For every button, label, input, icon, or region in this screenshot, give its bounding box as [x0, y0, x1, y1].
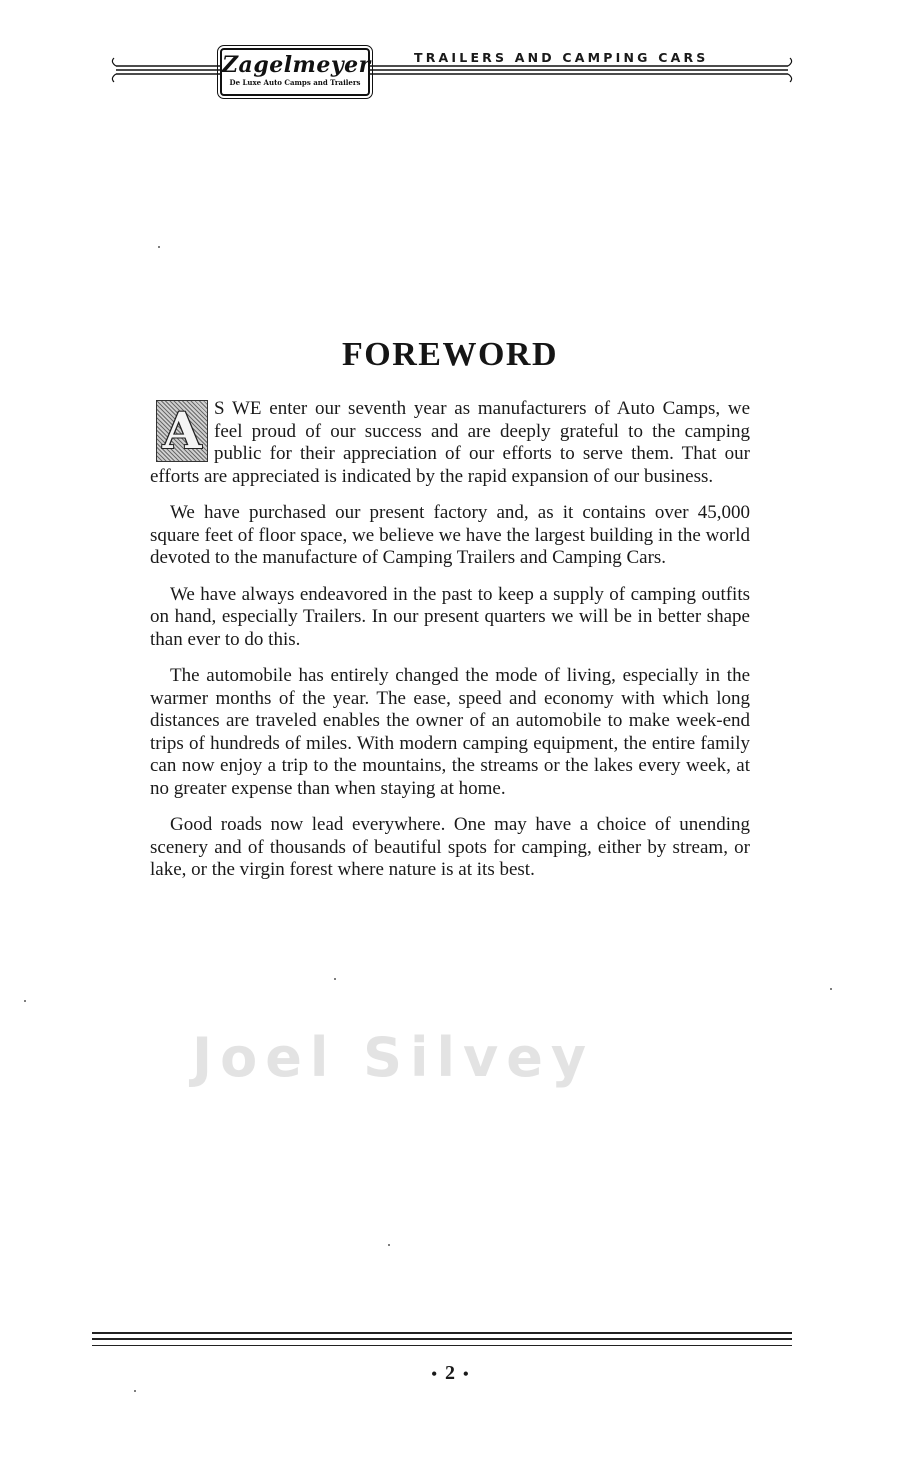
- scan-speck: [334, 978, 336, 980]
- scan-speck: [134, 1390, 136, 1392]
- page-number-dot-right: •: [463, 1366, 469, 1383]
- paragraph-3: We have always endeavored in the past to keep a supply of camping outfits on hand, especially Trailers. In our present quarters we will be in better shape than ever to do this.: [150, 583, 750, 650]
- page-number-value: 2: [445, 1362, 455, 1384]
- ornamental-drop-cap: [156, 400, 208, 462]
- brand-logo-script: Zagelmeyer: [222, 52, 371, 78]
- footer-rule-middle: [92, 1338, 792, 1340]
- scan-speck: [158, 246, 160, 248]
- foreword-body: [150, 398, 750, 896]
- paragraph-1: [150, 398, 750, 488]
- brand-logo: [220, 48, 370, 96]
- watermark-text: Joel Silvey: [192, 1026, 595, 1089]
- footer-rule-top: [92, 1332, 792, 1334]
- page-number: [0, 1362, 900, 1385]
- page-title: FOREWORD: [342, 336, 558, 373]
- paragraph-4: The automobile has entirely changed the mode of living, especially in the warmer months of the year. The ease, speed and economy with which long distances are traveled enables the owner of an automobile to make week-end trips of hundreds of miles. With modern camping equipment, the entire family can now enjoy a trip to the mountains, the streams or the lakes every week, at no greater expense than when staying at home.: [150, 665, 750, 799]
- page-header: [108, 40, 798, 100]
- paragraph-1-text: S WE enter our seventh year as manufacturers of Auto Camps, we feel proud of our success and are deeply grateful to the camping public for their appreciation of our efforts to serve them. That our efforts are appreciated is indicated by the rapid expansion of our business.: [150, 398, 750, 487]
- header-ornament-rules: [108, 40, 798, 100]
- footer-rule-bottom: [92, 1345, 792, 1346]
- scan-speck: [830, 988, 832, 990]
- scan-speck: [388, 1244, 390, 1246]
- page-number-dot-left: •: [431, 1366, 437, 1383]
- scan-speck: [24, 1000, 26, 1002]
- running-header-title: TRAILERS AND CAMPING CARS: [414, 50, 709, 65]
- paragraph-5: Good roads now lead everywhere. One may have a choice of unending scenery and of thousands of beautiful spots for camping, either by stream, or lake, or the virgin forest where nature is at its best.: [150, 814, 750, 880]
- paragraph-2: We have purchased our present factory and, as it contains over 45,000 square feet of floor space, we believe we have the largest building in the world devoted to the manufacture of Camping Trailers and Camping Cars.: [150, 502, 750, 568]
- drop-cap-letter: A: [162, 401, 202, 460]
- brand-logo-subtitle: De Luxe Auto Camps and Trailers: [229, 78, 361, 87]
